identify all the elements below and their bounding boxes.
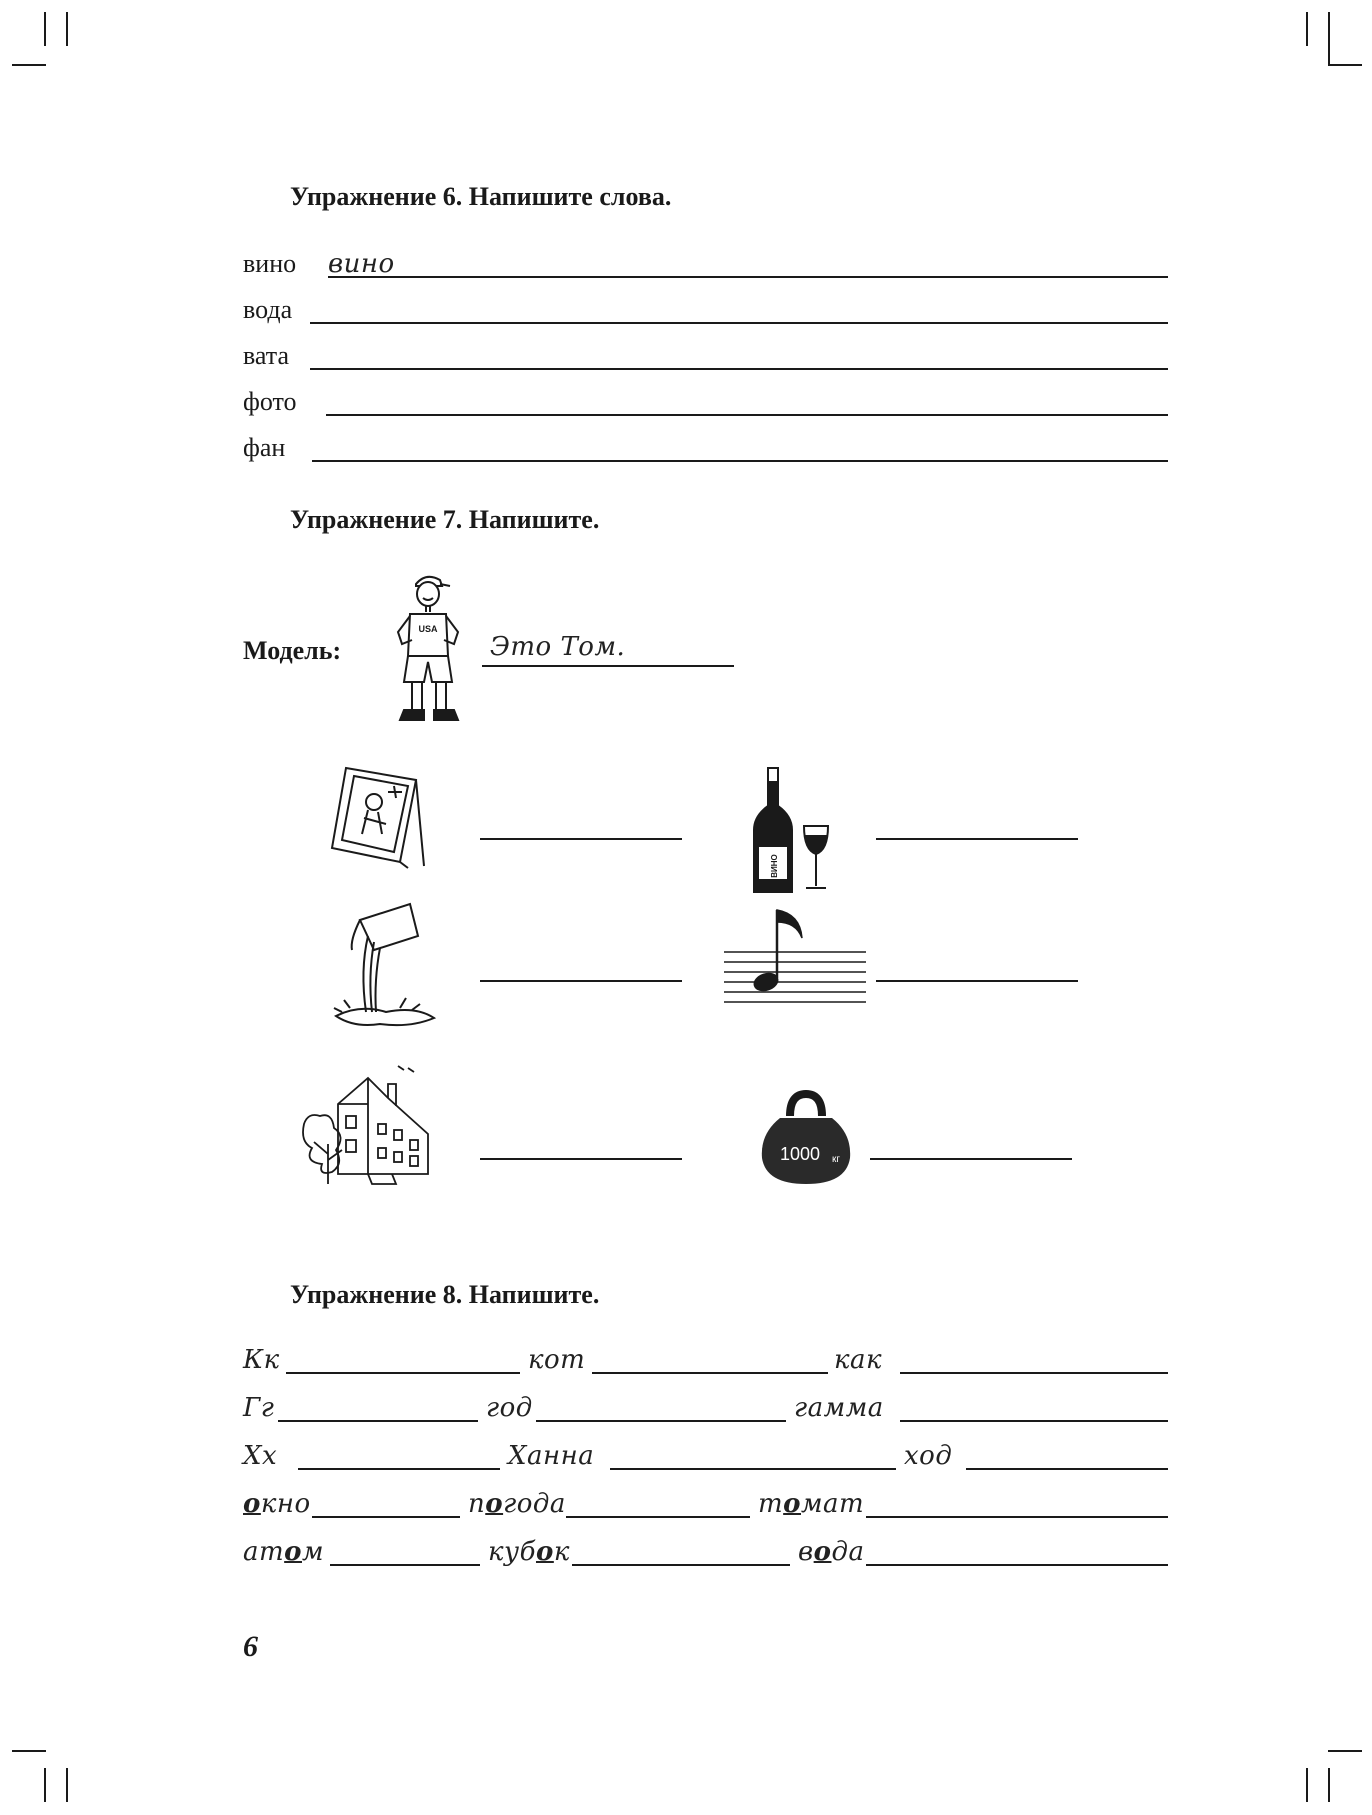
tom-figure-image (382, 570, 472, 730)
answer-line-note[interactable] (876, 980, 1078, 982)
crop-mark (66, 1768, 68, 1802)
water-bucket-image (330, 900, 440, 1030)
ex8-answer-line[interactable] (592, 1372, 828, 1374)
ex8-word-part: куб (488, 1537, 536, 1567)
ex8-word (488, 1537, 570, 1567)
exercise6-title: Упражнение 6. Напишите слова. (290, 182, 672, 211)
crop-mark (1328, 1750, 1362, 1752)
crop-mark (12, 1750, 46, 1752)
ex8-word-part: да (831, 1537, 865, 1567)
model-answer-line (482, 665, 734, 667)
answer-line-photo[interactable] (480, 838, 682, 840)
ex6-word: фото (243, 387, 297, 416)
ex8-answer-line[interactable] (536, 1420, 786, 1422)
ex6-answer-line[interactable] (312, 460, 1168, 462)
page-number: 6 (243, 1630, 258, 1663)
exercise7-title: Упражнение 7. Напишите. (290, 505, 600, 534)
answer-line-water[interactable] (480, 980, 682, 982)
ex8-word: Ханна (508, 1441, 595, 1471)
ex8-answer-line[interactable] (298, 1468, 500, 1470)
ex8-vowel: о (243, 1489, 261, 1519)
ex6-word: вино (243, 249, 297, 278)
ex8-vowel: о (783, 1489, 801, 1519)
ex6-sample: вино (328, 249, 395, 279)
weight-image (756, 1088, 856, 1188)
tshirt-text: USA (418, 624, 438, 634)
ex8-word (243, 1537, 324, 1567)
model-label: Модель: (243, 636, 342, 665)
ex8-word (758, 1489, 864, 1519)
ex8-answer-line[interactable] (610, 1468, 896, 1470)
crop-mark (44, 1768, 46, 1802)
ex8-answer-line[interactable] (330, 1564, 480, 1566)
crop-mark (1328, 12, 1330, 64)
ex8-letter: Кк (243, 1345, 280, 1375)
ex8-vowel: о (284, 1537, 302, 1567)
ex6-word: вода (243, 295, 293, 324)
ex8-letter: Хх (243, 1441, 278, 1471)
ex8-answer-line[interactable] (866, 1516, 1168, 1518)
weight-label-text: 1000 (779, 1144, 821, 1164)
crop-mark (12, 64, 46, 66)
ex8-answer-line[interactable] (966, 1468, 1168, 1470)
ex6-answer-line[interactable] (310, 322, 1168, 324)
ex8-answer-line[interactable] (286, 1372, 520, 1374)
wine-bottle-image (748, 766, 838, 896)
photo-frame-image (328, 762, 428, 872)
ex8-word-part: ат (243, 1537, 285, 1567)
crop-mark (1328, 64, 1362, 66)
ex8-word (468, 1489, 566, 1519)
crop-mark (1306, 1768, 1308, 1802)
ex8-word (243, 1489, 311, 1519)
ex8-word (798, 1537, 864, 1567)
ex8-word-part: мат (801, 1489, 865, 1519)
ex8-word: ход (904, 1441, 953, 1471)
ex8-answer-line[interactable] (900, 1420, 1168, 1422)
ex8-word-part: т (758, 1489, 784, 1519)
ex8-vowel: о (535, 1537, 554, 1567)
ex8-answer-line[interactable] (312, 1516, 460, 1518)
weight-unit-text: кг (831, 1154, 841, 1165)
crop-mark (1328, 1768, 1330, 1802)
ex6-answer-line[interactable] (328, 276, 1168, 278)
answer-line-wine[interactable] (876, 838, 1078, 840)
ex8-word: год (486, 1393, 533, 1423)
ex8-vowel: о (813, 1537, 832, 1567)
ex8-letter: Гг (243, 1393, 275, 1423)
crop-mark (44, 12, 46, 46)
ex6-word: вата (243, 341, 290, 370)
ex8-word: гамма (794, 1393, 884, 1423)
ex8-word-part: года (503, 1489, 566, 1519)
music-note-image (720, 896, 870, 1006)
ex8-word-part: м (302, 1537, 325, 1567)
model-answer: Это Том. (490, 632, 626, 662)
answer-line-weight[interactable] (870, 1158, 1072, 1160)
ex6-answer-line[interactable] (326, 414, 1168, 416)
ex8-word-part: к (553, 1537, 570, 1567)
ex6-word: фан (243, 433, 286, 462)
ex8-answer-line[interactable] (900, 1372, 1168, 1374)
ex8-answer-line[interactable] (278, 1420, 478, 1422)
ex8-answer-line[interactable] (866, 1564, 1168, 1566)
bottle-label-text: ВИНО (770, 854, 779, 878)
exercise8-title: Упражнение 8. Напишите. (290, 1280, 600, 1309)
ex8-word-part: кно (260, 1489, 311, 1519)
ex8-answer-line[interactable] (572, 1564, 790, 1566)
ex8-word: как (834, 1345, 883, 1375)
crop-mark (1306, 12, 1308, 46)
ex8-word-part: п (468, 1489, 486, 1519)
house-image (298, 1064, 438, 1194)
ex8-vowel: о (485, 1489, 504, 1519)
answer-line-house[interactable] (480, 1158, 682, 1160)
ex6-answer-line[interactable] (310, 368, 1168, 370)
ex8-word: кот (528, 1345, 586, 1375)
ex8-word-part: в (798, 1537, 814, 1567)
crop-mark (66, 12, 68, 46)
ex8-answer-line[interactable] (566, 1516, 750, 1518)
